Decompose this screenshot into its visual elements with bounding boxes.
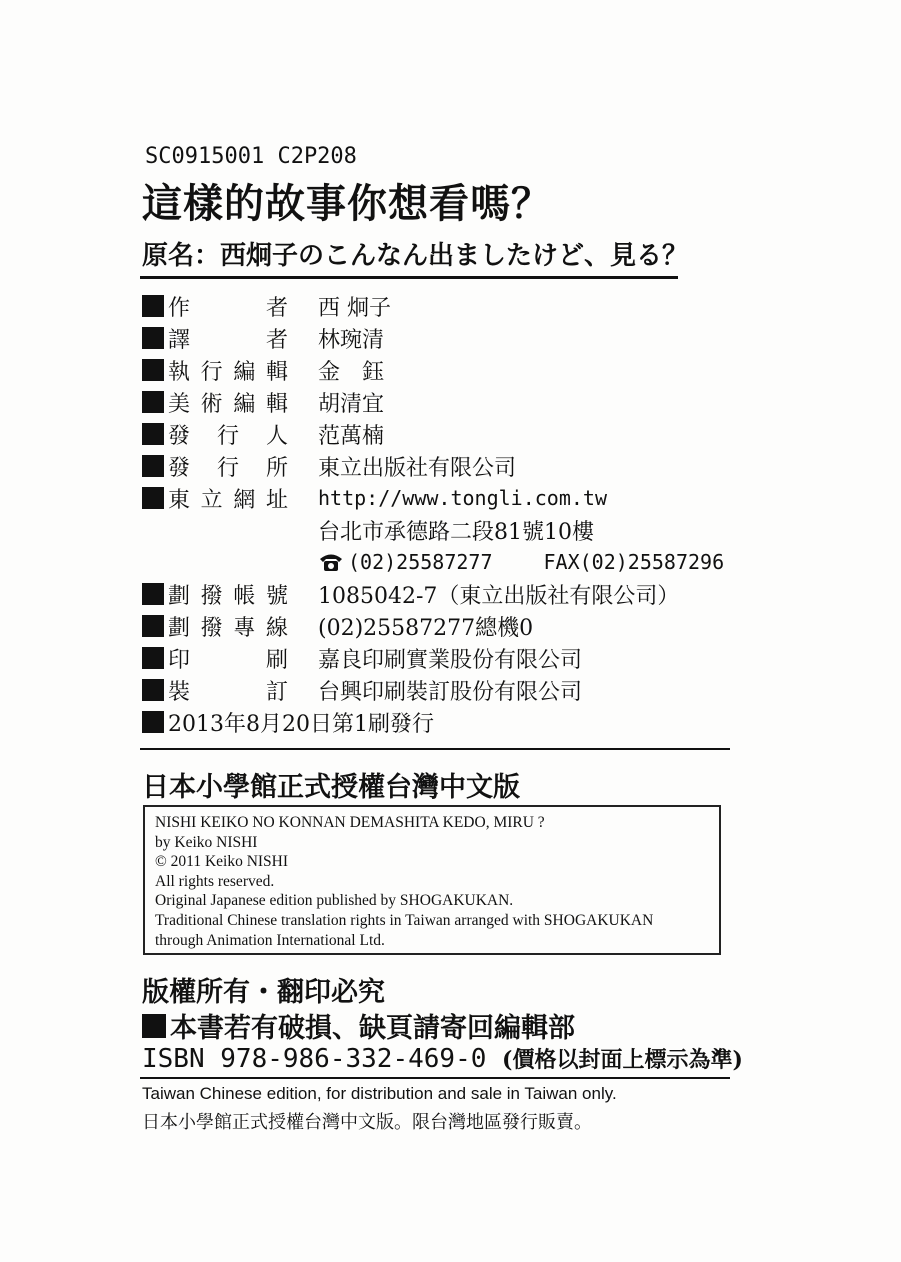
publication-date: 2013年8月20日第1刷發行 <box>168 711 434 737</box>
credit-value: http://www.tongli.com.tw <box>318 486 607 510</box>
credit-label-char: 刷 <box>265 647 288 673</box>
bullet-square-icon <box>142 327 164 349</box>
copyright-box <box>143 805 721 955</box>
credit-label-char: 訂 <box>265 679 288 705</box>
credit-label <box>168 579 288 610</box>
copyright-line: All rights reserved. <box>155 872 275 890</box>
credits-list <box>142 290 762 514</box>
credit-label-char: 劃 <box>168 615 191 641</box>
copyright-line: Traditional Chinese translation rights in Taiwan arranged with SHOGAKUKAN <box>155 911 654 929</box>
rights-reserved: 版權所有・翻印必究 <box>142 977 385 1008</box>
credit-label-char: 帳 <box>233 583 256 609</box>
credit-row <box>142 450 762 482</box>
credit-label <box>168 323 288 354</box>
damaged-notice-row <box>142 1006 575 1045</box>
copyright-line: Original Japanese edition published by SHOGAKUKAN. <box>155 892 514 910</box>
credit-label <box>168 355 288 386</box>
copyright-line: NISHI KEIKO NO KONNAN DEMASHITA KEDO, MIRU ? <box>155 814 545 831</box>
contact-row <box>142 546 762 578</box>
section-divider <box>140 748 730 750</box>
credit-value: 台興印刷裝訂股份有限公司 <box>318 679 583 705</box>
bullet-square-icon <box>142 423 164 445</box>
credit-label-char: 號 <box>265 583 288 609</box>
bullet-square-icon <box>142 455 164 477</box>
bullet-square-icon <box>142 679 164 701</box>
credit-label-char: 行 <box>200 359 223 385</box>
isbn-divider <box>140 1077 730 1079</box>
bullet-square-icon <box>142 295 164 317</box>
credits-block <box>142 290 762 738</box>
damaged-notice: 本書若有破損、缺頁請寄回編輯部 <box>170 1013 575 1044</box>
credits-list-2 <box>142 578 762 706</box>
credit-row <box>142 418 762 450</box>
credit-label <box>168 387 288 418</box>
credit-label <box>168 451 288 482</box>
credit-value: (02)25587277總機0 <box>318 615 534 641</box>
credit-label-char: 線 <box>265 615 288 641</box>
credit-value: 金 鈺 <box>318 359 385 385</box>
phone-number: (02)25587277 <box>348 549 493 574</box>
bullet-square-icon <box>142 647 164 669</box>
credit-label <box>168 483 288 514</box>
credit-label-char: 裝 <box>168 679 191 705</box>
credit-value: 1085042-7（東立出版社有限公司） <box>318 583 680 609</box>
credit-label-char: 美 <box>168 391 191 417</box>
credit-row <box>142 354 762 386</box>
copyright-line: © 2011 Keiko NISHI <box>155 853 289 871</box>
credit-label-char: 所 <box>265 455 288 481</box>
bullet-square-icon <box>142 1014 166 1038</box>
credit-label <box>168 675 288 706</box>
credit-value: 西 炯子 <box>318 295 391 321</box>
credit-label <box>168 643 288 674</box>
product-code: SC0915001 C2P208 <box>145 144 357 169</box>
credit-label <box>168 419 288 450</box>
credit-label-char: 者 <box>265 295 288 321</box>
credit-value: 林琬清 <box>318 327 385 353</box>
credit-label <box>168 611 288 642</box>
credit-label-char: 人 <box>265 423 288 449</box>
credit-label-char: 編 <box>233 391 256 417</box>
credit-row <box>142 482 762 514</box>
address: 台北市承德路二段81號10樓 <box>318 519 594 545</box>
credit-label-char: 術 <box>200 391 223 417</box>
original-title: 原名：西炯子のこんなん出ましたけど、見る？ <box>142 241 689 271</box>
credit-row <box>142 386 762 418</box>
book-title: 這樣的故事你想看嗎？ <box>142 180 552 227</box>
credit-label-char: 輯 <box>265 391 288 417</box>
title-divider <box>140 276 678 279</box>
bullet-square-icon <box>142 487 164 509</box>
credit-value: 東立出版社有限公司 <box>318 455 517 481</box>
bullet-square-icon <box>142 359 164 381</box>
credit-label-char: 立 <box>200 487 223 513</box>
price-note: (價格以封面上標示為準) <box>502 1047 743 1073</box>
credit-label-char: 撥 <box>200 583 223 609</box>
credit-row <box>142 290 762 322</box>
isbn-row <box>142 1043 743 1074</box>
fax-number: FAX(02)25587296 <box>543 549 725 574</box>
credit-label-char: 輯 <box>265 359 288 385</box>
credit-label-char: 址 <box>265 487 288 513</box>
credit-row <box>142 322 762 354</box>
credit-label-char: 專 <box>233 615 256 641</box>
credit-label-char: 網 <box>233 487 256 513</box>
credit-label-char: 劃 <box>168 583 191 609</box>
credit-value: 嘉良印刷實業股份有限公司 <box>318 647 583 673</box>
credit-row <box>142 578 762 610</box>
address-row <box>142 514 762 546</box>
credit-label-char: 發 <box>168 423 191 449</box>
credit-label-char: 印 <box>168 647 191 673</box>
credit-label-char: 編 <box>233 359 256 385</box>
licence-statement: 日本小學館正式授權台灣中文版 <box>142 772 520 803</box>
credit-row <box>142 610 762 642</box>
bullet-square-icon <box>142 391 164 413</box>
credit-label <box>168 291 288 322</box>
credit-label-char: 東 <box>168 487 191 513</box>
credit-row <box>142 674 762 706</box>
credit-value: 胡清宜 <box>318 391 385 417</box>
bullet-square-icon <box>142 615 164 637</box>
publication-date-row <box>142 706 762 738</box>
credit-label-char: 行 <box>216 423 239 449</box>
isbn-number: ISBN 978-986-332-469-0 <box>142 1044 487 1074</box>
credit-label-char: 行 <box>216 455 239 481</box>
copyright-line: by Keiko NISHI <box>155 833 258 851</box>
credit-row <box>142 642 762 674</box>
phone-icon <box>318 552 344 572</box>
copyright-line: through Animation International Ltd. <box>155 931 385 949</box>
bullet-square-icon <box>142 583 164 605</box>
credit-label-char: 發 <box>168 455 191 481</box>
credit-label-char: 作 <box>168 295 191 321</box>
credit-label-char: 譯 <box>168 327 191 353</box>
bullet-square-icon <box>142 711 164 733</box>
distribution-chinese: 日本小學館正式授權台灣中文版。限台灣地區發行販賣。 <box>142 1112 592 1133</box>
credit-label-char: 執 <box>168 359 191 385</box>
credit-label-char: 撥 <box>200 615 223 641</box>
credit-value: 范萬楠 <box>318 423 385 449</box>
credit-label-char: 者 <box>265 327 288 353</box>
distribution-english: Taiwan Chinese edition, for distribution and sale in Taiwan only. <box>142 1084 617 1103</box>
